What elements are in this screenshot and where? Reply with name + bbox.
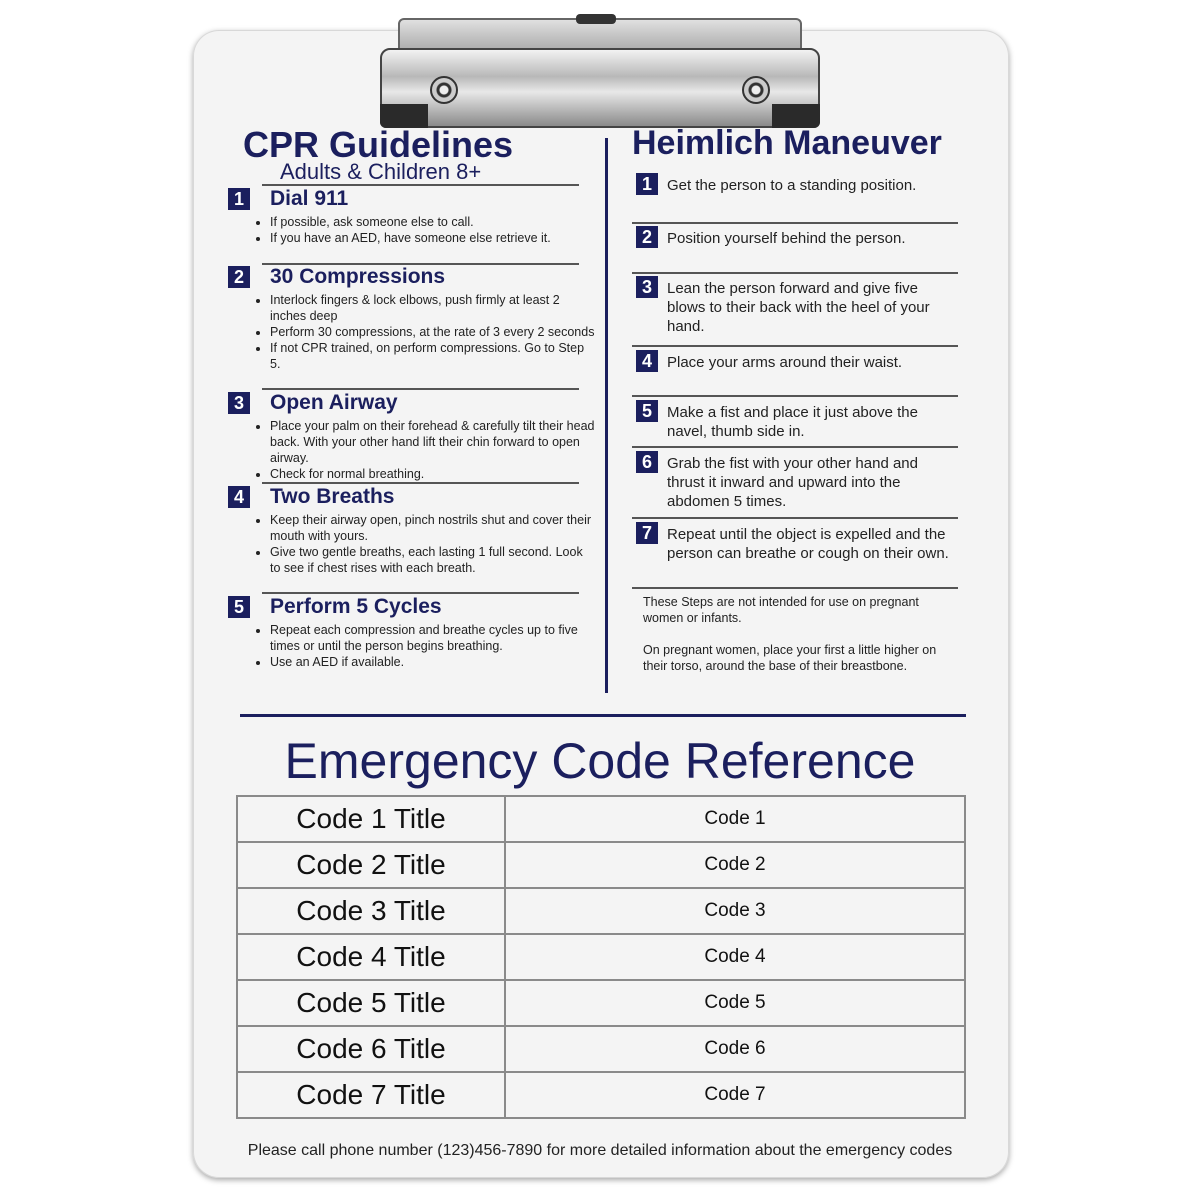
code-value-cell: Code 4 xyxy=(505,934,965,980)
heimlich-step-number: 6 xyxy=(636,451,658,473)
heimlich-divider xyxy=(632,345,958,347)
cpr-step-heading: 30 Compressions xyxy=(270,265,446,288)
code-title-cell: Code 7 Title xyxy=(237,1072,505,1118)
heimlich-step-text: Lean the person forward and give five blows to their back with the heel of your hand. xyxy=(667,280,930,335)
bullet-item: • Give two gentle breaths, each lasting 1 full second. Look to see if chest rises with each breath. xyxy=(270,544,595,576)
code-title-cell: Code 2 Title xyxy=(237,842,505,888)
heimlich-step-text: Make a fist and place it just above the navel, thumb side in. xyxy=(667,404,918,440)
cpr-divider xyxy=(262,482,579,484)
footer-contact-note: Please call phone number (123)456-7890 for more detailed information about the emergency codes xyxy=(247,1142,953,1159)
table-row xyxy=(237,796,965,842)
cpr-step-heading: Dial 911 xyxy=(270,187,349,210)
bullet-item: • Repeat each compression and breathe cycles up to five times or until the person begins breathing. xyxy=(270,622,595,654)
heimlich-divider xyxy=(632,272,958,274)
heimlich-step-text: Grab the fist with your other hand and thrust it inward and upward into the abdomen 5 times. xyxy=(667,455,918,510)
cpr-step-number: 2 xyxy=(228,266,250,288)
cpr-divider xyxy=(262,592,579,594)
cpr-step-bullets xyxy=(254,622,595,670)
bullet-item: • If possible, ask someone else to call. xyxy=(270,214,595,230)
clip-rivet-left-icon xyxy=(430,76,458,104)
cpr-step-bullets xyxy=(254,292,595,372)
heimlich-step-text: Repeat until the object is expelled and the person can breathe or cough on their own. xyxy=(667,526,949,562)
cpr-step-number: 1 xyxy=(228,188,250,210)
code-value-cell: Code 5 xyxy=(505,980,965,1026)
clip-knob xyxy=(576,14,616,24)
cpr-step-number: 4 xyxy=(228,486,250,508)
code-value-cell: Code 1 xyxy=(505,796,965,842)
cpr-step-heading: Perform 5 Cycles xyxy=(270,595,442,618)
heimlich-step-number: 5 xyxy=(636,400,658,422)
cpr-step-heading: Open Airway xyxy=(270,391,398,414)
emergency-code-table xyxy=(236,795,966,1119)
code-value-cell: Code 7 xyxy=(505,1072,965,1118)
bullet-item: • Check for normal breathing. xyxy=(270,466,595,482)
code-title-cell: Code 3 Title xyxy=(237,888,505,934)
heimlich-divider xyxy=(632,222,958,224)
heimlich-note: On pregnant women, place your first a little higher on their torso, around the base of their breastbone. xyxy=(643,643,937,673)
heimlich-step-text: Position yourself behind the person. xyxy=(667,230,906,247)
clip-front-plate xyxy=(380,48,820,128)
code-value-cell: Code 6 xyxy=(505,1026,965,1072)
heimlich-divider xyxy=(632,446,958,448)
heimlich-step-number: 7 xyxy=(636,522,658,544)
cpr-title: CPR Guidelines xyxy=(243,124,514,165)
bullet-item: • If you have an AED, have someone else retrieve it. xyxy=(270,230,595,246)
cpr-step-bullets xyxy=(254,418,595,482)
column-divider xyxy=(605,138,608,693)
table-row xyxy=(237,842,965,888)
section-divider xyxy=(240,714,966,717)
heimlich-step-number: 4 xyxy=(636,350,658,372)
bullet-item: • If not CPR trained, on perform compressions. Go to Step 5. xyxy=(270,340,595,372)
cpr-step-heading: Two Breaths xyxy=(270,485,395,508)
bullet-item: • Keep their airway open, pinch nostrils shut and cover their mouth with yours. xyxy=(270,512,595,544)
emergency-title: Emergency Code Reference xyxy=(284,733,916,789)
code-title-cell: Code 5 Title xyxy=(237,980,505,1026)
bullet-item: • Place your palm on their forehead & carefully tilt their head back. With your other hand lift their chin forward to open airway. xyxy=(270,418,595,466)
heimlich-step-number: 3 xyxy=(636,276,658,298)
code-value-cell: Code 3 xyxy=(505,888,965,934)
code-title-cell: Code 4 Title xyxy=(237,934,505,980)
heimlich-step-number: 1 xyxy=(636,173,658,195)
cpr-divider xyxy=(262,184,579,186)
clipboard-clip xyxy=(380,14,818,124)
heimlich-step-text: Place your arms around their waist. xyxy=(667,354,903,371)
code-title-cell: Code 1 Title xyxy=(237,796,505,842)
bullet-item: • Perform 30 compressions, at the rate of 3 every 2 seconds xyxy=(270,324,595,340)
clip-rivet-right-icon xyxy=(742,76,770,104)
heimlich-step-number: 2 xyxy=(636,226,658,248)
code-value-cell: Code 2 xyxy=(505,842,965,888)
heimlich-title: Heimlich Maneuver xyxy=(632,124,942,162)
bullet-item: • Use an AED if available. xyxy=(270,654,595,670)
cpr-step-bullets xyxy=(254,512,595,576)
heimlich-divider xyxy=(632,395,958,397)
table-row xyxy=(237,888,965,934)
cpr-step-number: 3 xyxy=(228,392,250,414)
cpr-step-bullets xyxy=(254,214,595,246)
heimlich-note: These Steps are not intended for use on pregnant women or infants. xyxy=(643,595,919,625)
cpr-divider xyxy=(262,388,579,390)
bullet-item: • Interlock fingers & lock elbows, push firmly at least 2 inches deep xyxy=(270,292,595,324)
cpr-subtitle: Adults & Children 8+ xyxy=(280,159,482,184)
table-row xyxy=(237,980,965,1026)
table-row xyxy=(237,934,965,980)
table-row xyxy=(237,1072,965,1118)
heimlich-divider xyxy=(632,517,958,519)
heimlich-step-text: Get the person to a standing position. xyxy=(667,177,917,194)
code-title-cell: Code 6 Title xyxy=(237,1026,505,1072)
heimlich-divider xyxy=(632,587,958,589)
table-row xyxy=(237,1026,965,1072)
cpr-step-number: 5 xyxy=(228,596,250,618)
